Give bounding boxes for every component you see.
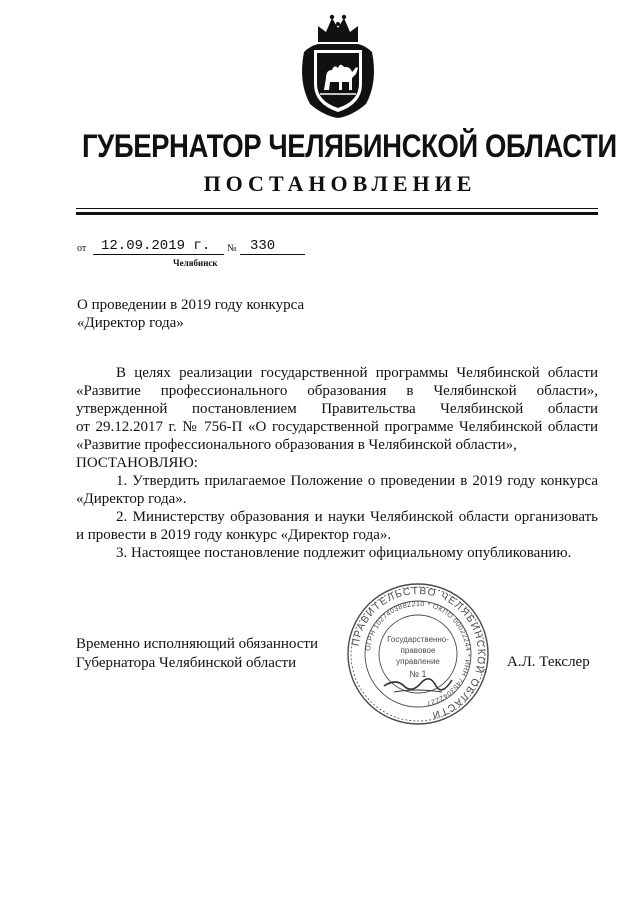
document-body	[76, 364, 598, 562]
body-line: «Развитие профессионального образования в Челябинской области»,	[76, 437, 517, 453]
signer-position	[76, 635, 318, 673]
document-date: 12.09.2019 г.	[93, 238, 224, 255]
document-type: ПОСТАНОВЛЕНИЕ	[203, 171, 477, 196]
item-1-line: 1. Утвердить прилагаемое Положение о проведении в 2019 году конкурса	[116, 473, 598, 489]
official-stamp	[346, 582, 490, 726]
stamp-outer-text: ПРАВИТЕЛЬСТВО ЧЕЛЯБИНСКОЙ ОБЛАСТИ	[350, 585, 487, 721]
stamp-center-line: № 1	[409, 669, 427, 679]
signer-position-line: Временно исполняющий обязанности	[76, 636, 319, 652]
body-line: В целях реализации государственной программы Челябинской области	[116, 365, 598, 381]
chelyabinsk-coat-of-arms-icon	[296, 12, 380, 120]
header-divider-thick	[76, 212, 598, 215]
signer-name: А.Л. Текслер	[507, 654, 590, 670]
number-prefix: №	[227, 243, 237, 254]
stamp-ring-text: ОГРН 1027403882210 * ОКПО 00022244 * ИНН 7453042227	[365, 600, 472, 707]
date-prefix: от	[77, 243, 87, 254]
item-1-line: «Директор года».	[76, 491, 187, 507]
document-number: 330	[240, 238, 305, 255]
handwritten-signature	[384, 679, 452, 690]
body-line: от 29.12.2017 г. № 756-П «О государственной программе Челябинской области	[76, 419, 598, 435]
body-line: «Развитие профессионального образования в Челябинской области»,	[76, 383, 598, 399]
stamp-center-line: управление	[396, 657, 440, 666]
body-line: утвержденной постановлением Правительства Челябинской области	[76, 401, 598, 417]
subject-line: «Директор года»	[77, 315, 184, 331]
resolve-word: ПОСТАНОВЛЯЮ:	[76, 455, 198, 471]
city-label: Челябинск	[173, 258, 218, 268]
subject-line: О проведении в 2019 году конкурса	[77, 297, 305, 313]
signer-position-line: Губернатора Челябинской области	[76, 655, 297, 671]
document-subject	[77, 296, 304, 332]
header-divider-thin	[76, 208, 598, 209]
stamp-center-line: Государственно-	[387, 635, 449, 644]
item-2-line: 2. Министерству образования и науки Челябинской области организовать	[116, 509, 598, 525]
item-3-line: 3. Настоящее постановление подлежит официальному опубликованию.	[116, 545, 572, 561]
stamp-center-line: правовое	[400, 646, 436, 655]
item-2-line: и провести в 2019 году конкурс «Директор года».	[76, 527, 392, 543]
organization-title: ГУБЕРНАТОР ЧЕЛЯБИНСКОЙ ОБЛАСТИ	[82, 128, 617, 164]
